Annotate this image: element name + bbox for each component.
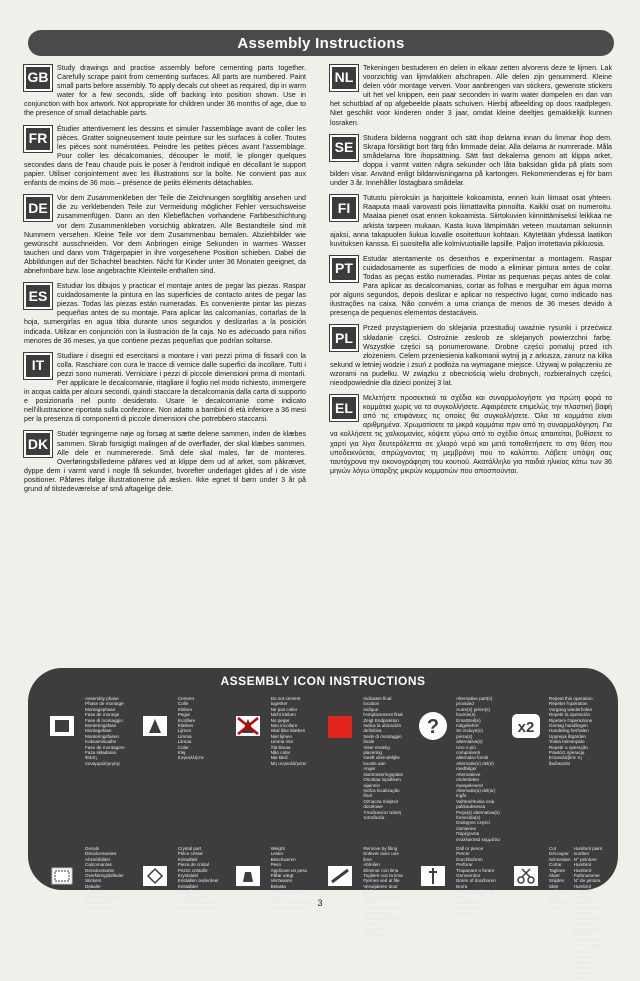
instruction-paragraph-el [330, 394, 612, 476]
icon-legend-line: Repetir la operación [548, 712, 591, 718]
icon-legend-line: Pegar [177, 712, 191, 718]
drill-icon [413, 856, 453, 896]
icon-legend-line: Leikkaa [548, 889, 565, 895]
icon-legend-line: Avlägsna genom filning [363, 894, 398, 906]
instruction-text: Tekeningen bestuderen en delen in elkaar zetten alvorens deze te lijmen. Lak voorzichtig van lijmvlakken afschrapen. Alle delen zijn genummerd. Kleine delen vóór montage verven. Voor aanbrengen van stickers, gewenste stickers uit het vel knippen, een paar seconden in warm water dompelen en dan van het schutblad af op afgebeelde plaats schuiven. Hierbij afbeelding op doos raadplegen. Niet geschikt voor kinderen onder 3 jaar, omdat kleine deeltjes gemakkelijk kunnen losraken. [330, 64, 612, 127]
assembly-icon-panel [28, 668, 618, 981]
icon-legend-item [135, 846, 222, 981]
icon-legend-line: Humbrol-Farbnummer [573, 867, 600, 878]
humbrol-paint-legend [571, 846, 604, 981]
icon-legend-line: Drill or pierce [456, 845, 484, 851]
icon-legend-line: No pegar [270, 717, 290, 723]
alternative-part-icon [413, 706, 453, 746]
icon-legend-line: N° vernice Humbrol [573, 889, 595, 900]
assembly-phase-icon [42, 706, 82, 746]
icon-legend-line: Alternatieve onderdelen meegeleverd [456, 771, 483, 788]
icon-legend-line: Indica localização final [363, 787, 400, 799]
icon-legend-line: Borra [456, 883, 468, 889]
icon-legend-line: Humbrol verfnummer [573, 910, 599, 922]
icon-legend-line: Kokoamisvaihe [85, 739, 117, 745]
icon-legend-line: Τρυπήστε [456, 910, 477, 916]
page-title: Assembly Instructions [237, 34, 405, 52]
language-code-badge: ES [24, 283, 52, 309]
page-number: 3 [317, 898, 323, 908]
icon-legend-text [82, 696, 129, 766]
icon-legend-line: Decals [85, 845, 100, 851]
icon-legend-line: Viser endelig placering [363, 744, 390, 756]
icon-legend-item [320, 696, 407, 842]
icon-legend-line: Poista viilaamalla [363, 905, 399, 911]
icon-legend-line: Verzwaren [270, 878, 293, 884]
icon-legend-line: Kristallen onderdeel [177, 878, 219, 884]
icon-legend-line: Humbrol-maalin numero [573, 932, 605, 943]
icon-legend-line: N° de pintura Humbrol [573, 943, 601, 954]
icon-legend-line: Repetir a operação [548, 744, 588, 750]
icon-legend-line: Abziehbilder [85, 856, 111, 862]
icon-legend-line: Ripetere l'operazione [548, 717, 593, 723]
assembly-instructions-header [28, 30, 614, 56]
weight-icon [228, 856, 268, 896]
instruction-text: Przed przystąpieniem do sklejania przestudiuj uważnie rysunki i przećwicz składanie części. Ostrożnie zeskrob ze sklejanych powierzchni farbę. Wszystkie części są ponumerowane. Drobne części pomaluj przed ich złożeniem. Celem przeniesienia kalkomanii wytnij ją z arkusza, zanurz na kilka sekund w letniej wodzie i zsuń z podłoża na wymagane miejsce. Używaj w połączeniu ze wzorami na pudełku. W związku z obecnością wielu drobnych, rozbieralnych części, nieodpowiednie dla dzieci poniżej 3 lat. [330, 324, 612, 387]
icon-legend-line: Verwijderen door afvijlen [363, 883, 398, 895]
icon-legend-line: Kristallteil [177, 856, 198, 862]
icon-legend-line: Autre(s) pièce(s) fournie(s) [456, 706, 491, 718]
icon-legend-line: Não colar [270, 750, 291, 756]
icon-legend-line: Limma inte [270, 739, 294, 745]
language-code-badge: NL [330, 65, 358, 91]
icon-panel-title: ASSEMBLY ICON INSTRUCTIONS [220, 674, 426, 688]
icon-legend-item [413, 846, 500, 981]
language-code-badge: DK [24, 431, 52, 457]
icon-legend-line: Υποδεικνύει τελική τοποθεσία [363, 809, 402, 820]
icon-legend-line: Niet lijmen [270, 733, 293, 739]
icon-legend-line: Ne pas coller [270, 706, 298, 712]
icon-legend-line: Monteringsfase [85, 723, 117, 729]
icon-grid [42, 696, 605, 981]
icon-legend-line: N° peinture Humbrol [573, 856, 597, 868]
instruction-text: Studér tegningerne nøje og forsøg at sætte delene sammen, inden de klæbes sammen. Skrab forsigtigt malingen af de overflader, der skal klæbes sammen. Alle dele er nummererede. Små dele skal males, før de monteres. Overføringsbillederne påføres ved at klippe dem ud af arket, som påkrævet, dyppe dem i varmt vand i nogle få sekunder, hvorefter underlaget glides af i de viste positioner. Påføres ifølge illustrationerne på æsken. Ikke egnet til børn under 3 år på grund af tilstedeværelse af små aftagelige dele. [24, 430, 306, 494]
instruction-paragraph-fi [330, 194, 612, 249]
icon-legend-line: Νούμερο χρώματος Humbrol [573, 964, 595, 981]
icon-legend-line: Gentag handlingen [548, 723, 588, 729]
instruction-paragraph-es [24, 282, 306, 346]
icon-legend-line: Κομμάτι κρυστάλλου [177, 905, 220, 911]
icon-legend-line: Calcomanías [85, 862, 112, 868]
icon-legend-text [546, 696, 604, 766]
icon-legend-line: Zeigt Endposition [363, 717, 399, 723]
icon-legend-line: Nie kleić [270, 755, 288, 761]
instruction-paragraph-dk [24, 430, 306, 494]
icon-legend-line: Lijmen [177, 728, 192, 734]
language-code-badge: SE [330, 135, 358, 161]
icon-legend-line: Kalkomania [85, 900, 110, 906]
icon-legend-line: Remove by filing [363, 845, 398, 851]
icon-legend-line: Applicare un peso [270, 867, 308, 873]
cut-icon [506, 856, 546, 896]
icon-legend-line: Συγκολλήστε [177, 755, 204, 761]
icon-legend-line: Επιθέστε βάρος [270, 905, 304, 911]
instruction-paragraph-gb [24, 64, 306, 119]
icon-legend-line: Kleben [177, 706, 193, 712]
language-code-badge: FR [24, 126, 52, 152]
icon-legend-line: Weight [270, 845, 285, 851]
icon-legend-line: Beschweren [270, 856, 296, 862]
do-not-cement-icon [228, 706, 268, 746]
icon-legend-line: Montagefase [85, 728, 112, 734]
icon-legend-line: Toista toimenpide [548, 739, 585, 745]
instruction-text: Étudier attentivement les dessins et simuler l'assemblage avant de coller les pièces. Gratter soigneusement toute peinture sur les surfaces à coller. Toutes les pièces sont numérotées. Peindre les petites pièces avant l'assemblage. Pour coller les décalcomanies, découper le motif, le plonger quelques secondes dans de l'eau chaude puis le poser à l'endroit indiqué en décollant le support papier. Utiliser conjointement avec les illustrations sur la boîte. Ne convient pas aux enfants de moins de 36 mois – présence de petits éléments détachables. [24, 124, 306, 188]
icon-legend-text [360, 696, 407, 820]
icon-legend-text [453, 696, 500, 842]
icon-legend-item [42, 696, 129, 842]
instruction-text: Μελετήστε προσεκτικά τα σχέδια και συναρμολογήστε για πρώτη φορά τα κομμάτια χωρίς να τα συγκολλήσετε. Αφαιρέσετε επιμελώς την πλαστική βαφή από τις επιφάνειες τις οποίες θα συγκολλήσετε. Όλα τα κομμάτια είναι αριθμημένα. Χρωματίσετε τα μικρά κομμάτια πριν από τη συναρμολόγηση. Για να κολλήσετε τις χαλκομανίες, κόψετε γύρω από το σχέδιο όπως απαιτείται, βυθίσετε το χαρτί για λίγα δευτερόλεπτα σε χλιαρό νερό και μετά τοποθετήσετε το στη θέση που υποδεικνύεται, σπρώχνοντας τη μεμβράνη που το καλύπτει. Λάβετε υπόψη σας ταυτόχρονα την εικονογράφηση του κουτιού. Ακατάλληλο για παιδιά ηλικίας κάτω των 36 μηνών λόγω ύπαρξης μικρών κομματιών που αποσπούνται. [330, 394, 612, 475]
icon-legend-line: Pieza de cristal [177, 862, 209, 868]
instruction-text: Study drawings and practise assembly before cementing parts together. Carefully scrape paint from cementing surfaces. All parts are numbered. Paint small parts before assembly. To apply decals cut sheet as required, dip in warm water for a few seconds, slide off backing into position shown. Use in conjunction with box artwork. Not appropriate for children under 36 months of age, due to the presence of small detachable parts. [24, 64, 306, 118]
icon-legend-item [320, 846, 407, 981]
instruction-paragraph-pl [330, 324, 612, 388]
icon-legend-line: Pièce cristal [177, 851, 203, 857]
icon-legend-line: Fase de montaje [85, 712, 120, 718]
icon-legend-line: Eliminar con lima [363, 867, 399, 873]
icon-legend-line: Perforar [456, 862, 473, 868]
icon-legend-line: Sede di montaggio finale [363, 733, 402, 745]
icon-legend-line: Indica la ubicación definitiva [363, 723, 402, 734]
icon-legend-line: Powtórz operację [548, 750, 585, 756]
icon-legend-line: Peça(s) alternativa(s) fornecida(s) [456, 809, 500, 820]
icon-legend-line: Non incollare [270, 723, 298, 729]
instruction-paragraph-it [24, 352, 306, 425]
icon-legend-line: Humbrol färgnummer [573, 921, 599, 933]
icon-legend-line: Furar [456, 894, 468, 900]
icon-legend-item [42, 846, 129, 981]
icon-legend-line: Usunąć przy użyciu pilnika [363, 916, 404, 927]
icon-legend-line: Oznacza miejsce docelowe [363, 798, 399, 810]
icon-legend-line: Przeciąć [548, 900, 567, 906]
crystal-part-icon [135, 856, 175, 896]
icon-legend-line: Nicht kleben [270, 712, 296, 718]
icon-legend-line: Wywiercić lub przedziurawić [456, 900, 485, 911]
icon-legend-line: Overføringsbilleder [85, 873, 124, 878]
icon-legend-line: Kristalliosat [177, 889, 202, 895]
instruction-text: Vor dem Zusammenkleben der Teile die Zeichnungen sorgfältig ansehen und die zu verklebenden Teile zur Vermeidung möglicher Fehler versuchsweise zusammenfügen. Dann an den Klebeflächen vorhandene Farbbeschichtung vor dem Zusammenkleben vorsichtig abkratzen. Alle Bestandteile sind mit Nummern versehen. Kleine Teile vor dem Zusammenbau bemalen. Abziehbilder wie gewünscht ausschneiden. Vor dem Anbringen einige Sekunden in warmes Wasser tauchen und dann vom Trägerpapier in ihre vorgesehene Position schieben. Dabei die Abbildungen auf der Schachtel beachten. Nicht für Kinder unter 36 Monaten geeignet, da abnehmbare bzw. lose angebrachte Kleinteile enthalten sind. [24, 194, 306, 275]
language-code-badge: GB [24, 65, 52, 91]
instruction-paragraph-nl [330, 64, 612, 128]
icon-legend-line: Snijden [548, 878, 565, 884]
icon-legend-line: Dekaler [85, 883, 101, 889]
icon-legend-line: Humbrol paint number [573, 845, 603, 857]
left-column [24, 64, 306, 500]
icon-legend-line: Poraa tai puhkaise [456, 889, 495, 895]
icon-legend-line: Decalcomanias [85, 894, 117, 900]
icon-legend-line: Decalcomanie [85, 867, 115, 873]
icon-legend-line: Obciążyć balastem [270, 900, 310, 906]
icon-legend-line: Cortar [548, 862, 562, 868]
icon-legend-line: Osoittaa lopullisen sijainnin [363, 777, 401, 788]
icon-legend-item [413, 696, 500, 842]
icon-legend-line: Abfeilen [363, 862, 380, 868]
icon-legend-line: Fase di montaggio [85, 717, 123, 723]
indicated-location-icon [320, 706, 360, 746]
icon-legend-line: Gennembor [456, 873, 481, 878]
icon-legend-line: Peso [270, 862, 282, 868]
icon-legend-line: Humbrol malingnummer [573, 900, 605, 911]
remove-flag-icon [320, 856, 360, 896]
icon-legend-line: Vorgang wiederholen [548, 706, 593, 712]
icon-legend-item [506, 846, 604, 981]
icon-legend-line: Togliere con la lima [363, 873, 403, 878]
icon-legend-line: Alternativ(a) del(ar) ingår [456, 787, 496, 799]
instruction-text: Estudiar los dibujos y practicar el montaje antes de pegar las piezas. Raspar cuidadosamente la pintura en las superficies de contacto antes de pegar las piezas. Todas las piezas están numeradas. Es conveniente pintar las piezas pequeñas antes de su montaje. Para aplicar las calcomanías, cortarlas de la hoja, sumergirlas en agua tibia durante unos segundos y deslizarlas a la posición indicada. Utilizar en conjunción con la ilustración de la caja. No es adecuado para niños menores de 36 meses, ya que contiene piezas pequeñas que podrían soltarse. [24, 282, 306, 345]
icon-legend-line: Boren of doorboren [456, 878, 496, 884]
right-column [330, 64, 612, 482]
icon-legend-line: Répéter l'opération [548, 701, 588, 707]
svg-text:?: ? [427, 716, 440, 738]
language-code-badge: PL [330, 325, 358, 351]
icon-legend-line: Monteringsfasen [85, 733, 119, 739]
icon-legend-line: Handeling herhalen [548, 728, 589, 734]
icon-legend-line: Stickers [85, 878, 102, 884]
icon-legend-item [228, 696, 315, 842]
icon-legend-line: Se incluye(n) pieza(s) alternativa(s) [456, 728, 483, 745]
icon-legend-line: Dostępne części zamienne [456, 820, 490, 831]
icon-legend-line: Påfør vægt [270, 873, 294, 878]
icon-legend-text [360, 846, 407, 938]
instruction-paragraph-fr [24, 125, 306, 189]
instruction-text: Estudar atentamente os desenhos e experimentar a montagem. Raspar cuidadosamente as superfícies de modo a eliminar pintura antes de colar. Todas as peças estão numeradas. Pintar as pequenas peças antes de colar. Para aplicar as decalcomanias, cortar as folhas e mergulhar em água morna por alguns segundos, depois deslizar e aplicar no respectivo lugar, como indicado nas ilustrações na caixa. Não convém a uma criança de menos de 36 meses devido à presença de pequenos elementos destacáveis. [330, 254, 612, 318]
icon-legend-item [135, 696, 222, 842]
icon-legend-line: Kristalldel [177, 883, 198, 889]
icon-legend-line: Aseta vastapaino [270, 889, 306, 895]
icon-legend-line: Faza składania [85, 750, 116, 756]
svg-text:x2: x2 [517, 719, 535, 736]
icon-legend-line: Φάση συναρμολόγησης [85, 755, 121, 766]
icon-legend-text [268, 696, 315, 766]
icon-legend-line: Durchbohren [456, 856, 483, 862]
icon-legend-line: Παρέχονται εναλλακτικά κομμάτια [456, 831, 500, 842]
icon-legend-line: Ersatzteil(e) mitgeliefert [456, 717, 481, 729]
cement-icon [135, 706, 175, 746]
icon-legend-line: Retirar limando [363, 910, 395, 916]
icon-legend-item [506, 696, 604, 842]
instruction-text: Studiare i disegni ed esercitarsi a montare i vari pezzi prima di fissarli con la colla. Raschiare con cura le tracce di vernice dalle superfici da incollare. Tutti i pezzi sono numerati. Verniciare i pezzi di piccole dimensioni prima di montarli. Per applicare le decalcomanie, ritagliare il foglio nel modo richiesto, immergere in acqua calda per alcuni secondi, quindi staccare la decalcomania dalla carta di supporto e posizionarla nel punto desiderato. Usare le decalcomanie come indicato nell'illustrazione riportata sulla confezione. Non adatto a bambini di età inferiore a 36 mesi per la presenza di componenti di piccole dimensioni che potrebbero staccarsi. [24, 351, 306, 424]
icon-legend-line: Alternative part(s) provided [456, 696, 493, 707]
icon-legend-line: Lastrar [270, 894, 285, 900]
repeat-x2-icon [506, 706, 546, 746]
icon-legend-line: Cement [177, 696, 194, 701]
language-code-badge: PT [330, 256, 358, 282]
icon-legend-line: Cortar [548, 894, 562, 900]
icon-legend-line: Klæbes [177, 723, 194, 729]
icon-legend-line: Crystal part [177, 845, 202, 851]
language-code-badge: IT [24, 353, 52, 379]
instruction-paragraph-se [330, 134, 612, 189]
icon-legend-line: Cut [548, 845, 557, 851]
icon-legend-line: Repeat this operation [548, 696, 593, 701]
icon-legend-line: Do not cement together [270, 696, 301, 707]
icon-legend-line: Montagephase [85, 706, 116, 712]
icon-legend-line: Incollare [177, 717, 196, 723]
icon-legend-line: Anger slutmonteringsplats [363, 766, 403, 777]
instruction-paragraph-pt [330, 255, 612, 319]
icon-legend-line: Schneiden [548, 856, 571, 862]
icon-legend-line: Skal ikke klæbes [270, 728, 306, 734]
language-code-badge: FI [330, 195, 358, 221]
icon-legend-line: Älä liimaa [270, 744, 291, 750]
icon-legend-line: Lester [270, 851, 284, 857]
icon-legend-line: Χαλκομανίες [85, 905, 111, 911]
icon-legend-line: Vaihtoehtoisia osia pakkauksessa [456, 798, 495, 810]
icon-legend-line: Phase de montage [85, 701, 124, 707]
icon-legend-line: Klej [177, 750, 186, 756]
icon-legend-line: Découper [548, 851, 569, 857]
icon-legend-line: Décalcomanies [85, 851, 117, 857]
icon-legend-line: Fase de montagem [85, 744, 125, 750]
icon-legend-line: Skær [548, 873, 560, 878]
icon-legend-line: Indicates final location [363, 696, 392, 707]
language-code-badge: EL [330, 395, 358, 421]
icon-legend-line: Tagliare [548, 867, 565, 873]
icon-legend-line: Nr farby Humbrol [573, 954, 591, 965]
icon-legend-line: Επαναλάβετε τη διαδικασία [548, 755, 582, 766]
icon-legend-text [175, 696, 204, 761]
icon-legend-line: Assembly phase [85, 696, 119, 701]
icon-legend-line: N° de pintura Humbrol [573, 878, 601, 889]
icon-legend-line: Krystaldel [177, 873, 198, 878]
icon-legend-line: Peça de cristal [177, 894, 208, 900]
icon-legend-line: Κόψτε [548, 905, 562, 911]
icon-legend-item [228, 846, 315, 981]
icon-legend-line: Siirtokuvat [85, 889, 107, 895]
icon-legend-line: Uno o più componenti alternativi forniti [456, 744, 489, 761]
icon-legend-line: Αφαιρέστε λιμάροντας [363, 927, 387, 938]
icon-legend-line: Upprepa åtgärden [548, 733, 586, 739]
icon-legend-line: Fjernes ved at file [363, 878, 400, 884]
language-code-badge: DE [24, 195, 52, 221]
icon-legend-line: Limma [177, 733, 192, 739]
icon-legend-line: Colle [177, 701, 189, 707]
icon-legend-line: Geeft uiteindelijke locatie aan [363, 755, 400, 766]
icon-legend-line: Colar [177, 744, 189, 750]
icon-legend-line: Pezzo cristallo [177, 867, 208, 873]
icon-legend-line: Belasta [270, 883, 286, 889]
icon-legend-line: Trapanare o forare [456, 867, 495, 873]
icon-legend-line: Μη συγκολλήσετε [270, 760, 307, 766]
icon-legend-line: Alternativ(e) del(e) medfølger [456, 760, 494, 772]
icon-legend-line: Część kryształowa [177, 900, 216, 906]
icon-legend-line: Liimaa [177, 739, 192, 745]
decals-icon [42, 856, 82, 896]
instruction-text: Studera bilderna noggrant och sätt ihop delarna innan du limmar ihop dem. Skrapa försiktigt bort färg från limmade delar. Alla delarna är numrerade. Måla smådelarna före ihopsättning. Sätt fast dekalerna genom att klippa arket, doppa i varmt vatten några sekunder och låta baksidan glida på plats som bilden visar. Använd enligt bildanvisningarna på kartongen. Rekommenderas ej för barn under 3 år. Innehåller löstagbara smådelar. [330, 133, 612, 188]
icon-legend-line: Indique l'emplacement final [363, 706, 403, 718]
instruction-text: Tutustu piirroksiin ja harjoittele kokoamista, ennen kuin liimaat osat yhteen. Raaputa maali varovasti pois liimattavilta pinnoilta. Kaikki osat on numeroitu. Maalaa pienet osat ennen kokoamista. Siirtokuvien kiinnittämiseksi leikkaa ne arkista tarpeen mukaan. Kasta kuva lämpimään veteen muutaman sekunnin ajaksi, anna takapuolen liukua kuvalle osoitettuun kohtaan. Käytetään yhdessä laatikon kuvituksen kanssa. Ei suositella alle kolmivuotiaille lapsille. Paljon irrotettavia pikkuosia. [330, 194, 612, 248]
icon-legend-line: Percer [456, 851, 470, 857]
icon-legend-line: Enlever avec une lime [363, 851, 399, 862]
icon-legend-line: Skär [548, 883, 559, 889]
instruction-paragraph-de [24, 194, 306, 276]
